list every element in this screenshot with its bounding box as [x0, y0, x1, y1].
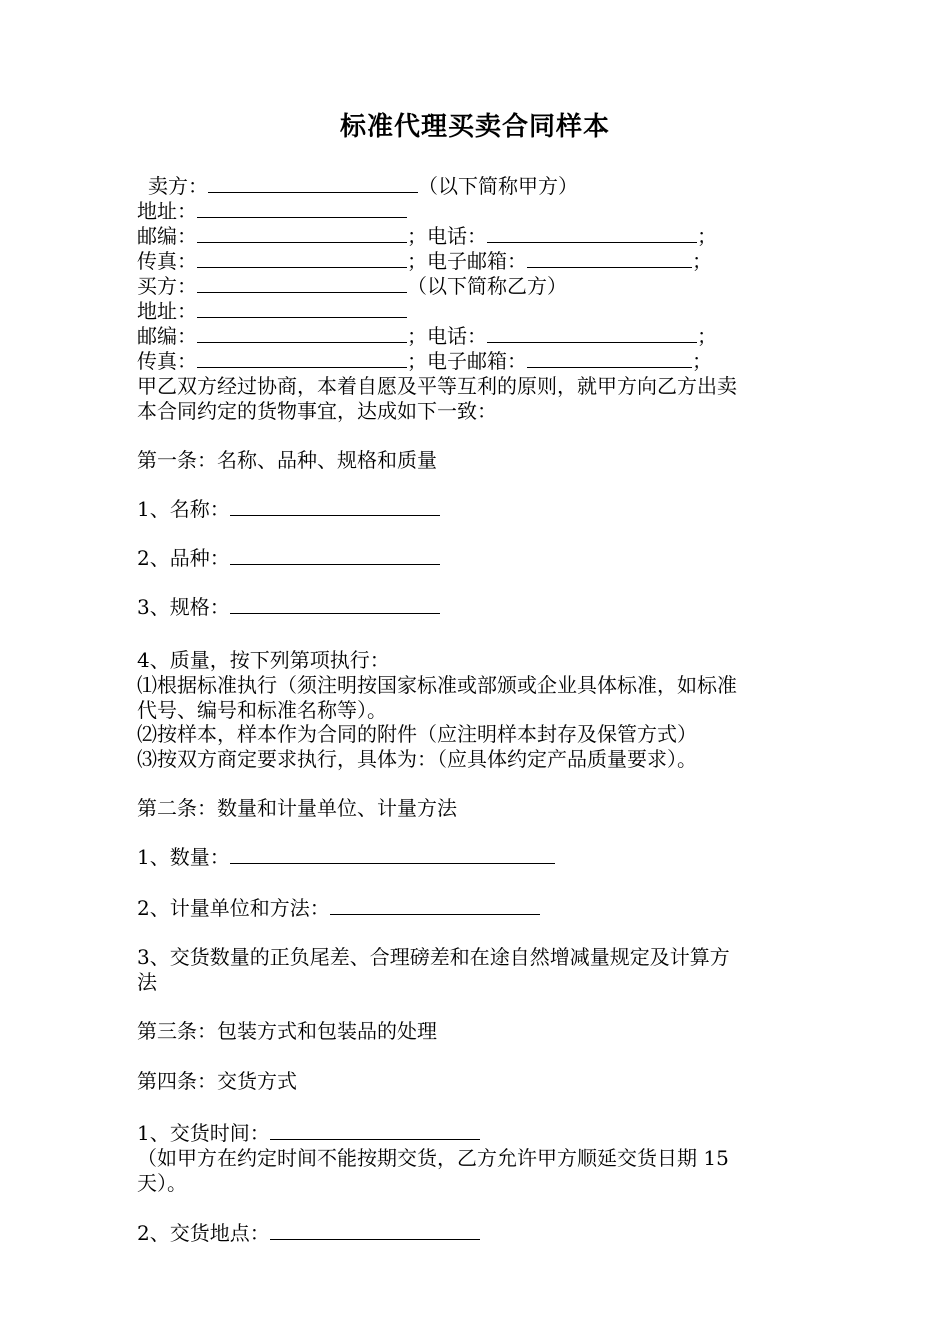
delivery-time-blank[interactable] [270, 1121, 480, 1140]
seller-label: 卖方： [148, 174, 208, 198]
seller-email-blank[interactable] [527, 249, 692, 268]
variety-blank[interactable] [230, 546, 440, 565]
fax-label: 传真： [137, 249, 197, 273]
semicolon: ； [697, 324, 717, 348]
article1-quality: 4、质量，按下列第项执行： [137, 648, 390, 672]
unit-method-label: 2、计量单位和方法： [137, 896, 330, 920]
article4-note-line1: （如甲方在约定时间不能按期交货，乙方允许甲方顺延交货日期 15 [137, 1146, 729, 1170]
quality-sub3: ⑶按双方商定要求执行，具体为：（应具体约定产品质量要求）。 [137, 747, 697, 771]
buyer-postcode-blank[interactable] [197, 324, 407, 343]
article4-place-line [137, 1221, 480, 1246]
seller-contact-line [137, 224, 717, 249]
address-label: 地址： [137, 199, 197, 223]
buyer-fax-line [137, 349, 712, 374]
article2-tolerance-line2: 法 [137, 970, 157, 994]
buyer-email-blank[interactable] [527, 349, 692, 368]
article1-heading: 第一条：名称、品种、规格和质量 [137, 448, 437, 472]
address-label: 地址： [137, 299, 197, 323]
variety-label: 2、品种： [137, 546, 230, 570]
article2-heading: 第二条：数量和计量单位、计量方法 [137, 796, 457, 820]
seller-address-blank[interactable] [197, 199, 407, 218]
seller-phone-blank[interactable] [487, 224, 697, 243]
phone-label: ；电话： [407, 324, 487, 348]
quality-sub2: ⑵按样本，样本作为合同的附件（应注明样本封存及保管方式） [137, 722, 697, 746]
article3-heading: 第三条：包装方式和包装品的处理 [137, 1019, 437, 1043]
buyer-phone-blank[interactable] [487, 324, 697, 343]
quantity-blank[interactable] [230, 845, 555, 864]
buyer-contact-line [137, 324, 717, 349]
article4-time-line [137, 1121, 480, 1146]
quality-sub1-line1: ⑴根据标准执行（须注明按国家标准或部颁或企业具体标准，如标准 [137, 673, 737, 697]
delivery-time-label: 1、交货时间： [137, 1121, 270, 1145]
semicolon: ； [692, 349, 712, 373]
article1-name-line [137, 497, 440, 522]
intro-line-2: 本合同约定的货物事宜，达成如下一致： [137, 399, 497, 423]
article4-heading: 第四条：交货方式 [137, 1069, 297, 1093]
fax-label: 传真： [137, 349, 197, 373]
semicolon: ； [697, 224, 717, 248]
spec-label: 3、规格： [137, 595, 230, 619]
quantity-label: 1、数量： [137, 845, 230, 869]
spec-blank[interactable] [230, 595, 440, 614]
article2-tolerance-line1: 3、交货数量的正负尾差、合理磅差和在途自然增减量规定及计算方 [137, 945, 730, 969]
document-title: 标准代理买卖合同样本 [339, 112, 610, 142]
phone-label: ；电话： [407, 224, 487, 248]
article2-quantity-line [137, 845, 555, 870]
seller-address-line [137, 199, 407, 224]
buyer-note: （以下简称乙方） [407, 274, 567, 298]
buyer-fax-blank[interactable] [197, 349, 407, 368]
semicolon: ； [692, 249, 712, 273]
intro-line-1: 甲乙双方经过协商，本着自愿及平等互利的原则，就甲方向乙方出卖 [137, 374, 737, 398]
seller-postcode-blank[interactable] [197, 224, 407, 243]
article2-unit-line [137, 896, 540, 921]
buyer-address-blank[interactable] [197, 299, 407, 318]
buyer-line [137, 274, 567, 299]
buyer-label: 买方： [137, 274, 197, 298]
seller-fax-line [137, 249, 712, 274]
seller-blank[interactable] [208, 174, 418, 193]
postcode-label: 邮编： [137, 324, 197, 348]
postcode-label: 邮编： [137, 224, 197, 248]
unit-method-blank[interactable] [330, 896, 540, 915]
quality-sub1-line2: 代号、编号和标准名称等）。 [137, 698, 387, 722]
seller-note: （以下简称甲方） [418, 174, 578, 198]
article1-spec-line [137, 595, 440, 620]
buyer-blank[interactable] [197, 274, 407, 293]
seller-fax-blank[interactable] [197, 249, 407, 268]
delivery-place-label: 2、交货地点： [137, 1221, 270, 1245]
email-label: ；电子邮箱： [407, 249, 527, 273]
article4-note-line2: 天）。 [137, 1171, 187, 1195]
name-blank[interactable] [230, 497, 440, 516]
email-label: ；电子邮箱： [407, 349, 527, 373]
buyer-address-line [137, 299, 407, 324]
seller-line [148, 174, 578, 199]
delivery-place-blank[interactable] [270, 1221, 480, 1240]
article1-variety-line [137, 546, 440, 571]
name-label: 1、名称： [137, 497, 230, 521]
